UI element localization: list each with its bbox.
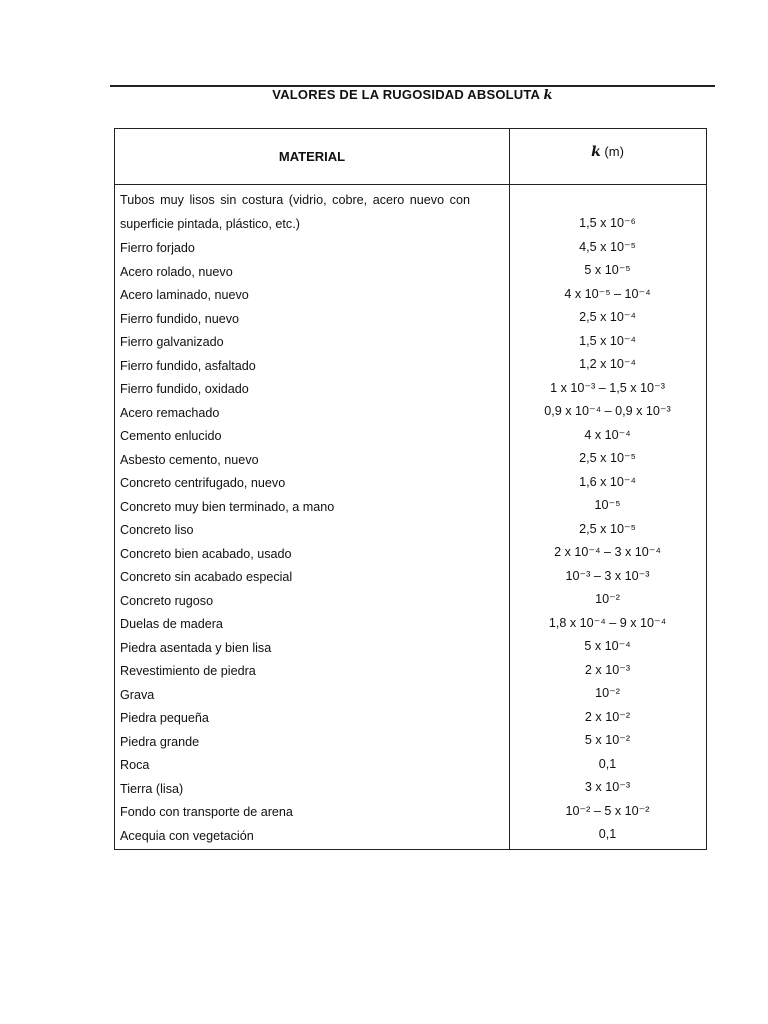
material-cell: Concreto rugoso [120, 593, 214, 608]
material-cell: Grava [120, 687, 155, 702]
roughness-value-cell: 4 x 10⁻⁵ – 10⁻⁴ [564, 286, 651, 301]
material-cell: Fierro galvanizado [120, 335, 224, 349]
roughness-value-cell: 1,5 x 10⁻⁴ [579, 333, 636, 348]
roughness-value-cell: 0,1 [598, 756, 617, 771]
roughness-value-cell: 1,8 x 10⁻⁴ – 9 x 10⁻⁴ [548, 615, 667, 630]
roughness-value-cell: 2,5 x 10⁻⁵ [579, 521, 636, 536]
material-cell: Roca [120, 758, 150, 772]
header-k-unit: (m) [600, 144, 624, 159]
document-title [110, 87, 715, 103]
material-cell: Fierro forjado [120, 241, 195, 255]
material-cell: Concreto sin acabado especial [120, 570, 293, 584]
material-cell: Revestimiento de piedra [120, 664, 256, 678]
table-row [115, 422, 706, 446]
material-cell: Acequia con vegetación [120, 828, 254, 843]
table-row [115, 587, 706, 611]
roughness-value-cell: 1,6 x 10⁻⁴ [579, 474, 636, 489]
table-row [115, 305, 706, 329]
table-row [115, 399, 706, 423]
header-material: MATERIAL [278, 149, 346, 164]
material-cell: Cemento enlucido [120, 429, 222, 443]
material-cell: Fondo con transporte de arena [120, 805, 293, 819]
material-cell: Acero rolado, nuevo [120, 264, 233, 279]
table-row [115, 822, 706, 846]
roughness-value-cell: 3 x 10⁻³ [584, 780, 631, 794]
roughness-value-cell: 5 x 10⁻⁴ [584, 639, 631, 653]
material-cell: Concreto centrifugado, nuevo [120, 476, 286, 490]
table-row [115, 751, 706, 775]
table-row [115, 563, 706, 587]
material-cell: Concreto bien acabado, usado [120, 546, 292, 561]
title-k-symbol: k [543, 88, 553, 103]
roughness-value-cell: 10⁻³ – 3 x 10⁻³ [565, 568, 650, 583]
table-row [115, 187, 706, 234]
material-cell: Fierro fundido, nuevo [120, 311, 240, 326]
material-cell: Concreto liso [120, 523, 194, 537]
table-row [115, 728, 706, 752]
roughness-value-cell: 4 x 10⁻⁴ [584, 427, 631, 442]
material-cell: Tierra (lisa) [120, 781, 184, 796]
roughness-value-cell: 5 x 10⁻⁵ [584, 263, 631, 277]
material-cell: Duelas de madera [120, 617, 223, 631]
roughness-value-cell: 4,5 x 10⁻⁵ [579, 239, 636, 254]
roughness-value-cell: 0,1 [598, 827, 617, 841]
roughness-value-cell: 2 x 10⁻³ [584, 662, 631, 677]
material-cell: Fierro fundido, asfaltado [120, 358, 256, 373]
roughness-value-cell: 2,5 x 10⁻⁵ [579, 451, 636, 465]
material-cell: Asbesto cemento, nuevo [120, 452, 259, 467]
material-cell: Concreto muy bien terminado, a mano [120, 499, 335, 514]
roughness-value-cell: 2,5 x 10⁻⁴ [579, 310, 636, 324]
material-cell: Tubos muy lisos sin costura (vidrio, cobre, acero nuevo con superficie pintada, plástico, etc.) [120, 193, 470, 231]
header-k-symbol: k [591, 144, 601, 160]
material-cell: Piedra asentada y bien lisa [120, 640, 272, 655]
table-row [115, 798, 706, 822]
roughness-value-cell: 1,2 x 10⁻⁴ [579, 357, 636, 371]
roughness-value-cell: 10⁻⁵ [594, 498, 621, 512]
material-cell: Acero remachado [120, 405, 220, 420]
table-row [115, 681, 706, 705]
header-divider [115, 184, 706, 185]
roughness-value-cell: 10⁻² – 5 x 10⁻² [565, 803, 650, 818]
material-cell: Fierro fundido, oxidado [120, 382, 249, 396]
table-row [115, 610, 706, 634]
table-row [115, 634, 706, 658]
material-cell: Acero laminado, nuevo [120, 288, 249, 302]
table-row [115, 704, 706, 728]
table-body [115, 187, 706, 845]
table-row [115, 469, 706, 493]
table-row [115, 540, 706, 564]
table-row [115, 775, 706, 799]
roughness-value-cell: 2 x 10⁻⁴ – 3 x 10⁻⁴ [554, 545, 661, 559]
table-row [115, 234, 706, 258]
table-row [115, 375, 706, 399]
roughness-value-cell: 5 x 10⁻² [584, 733, 631, 747]
roughness-value-cell: 10⁻² [595, 686, 620, 700]
header-k [509, 144, 706, 160]
roughness-value-cell: 10⁻² [595, 592, 620, 606]
roughness-value-cell: 1,5 x 10⁻⁶ [579, 216, 636, 230]
roughness-value-cell: 2 x 10⁻² [584, 709, 631, 724]
material-cell: Piedra grande [120, 734, 200, 749]
table-row [115, 446, 706, 470]
table-row [115, 516, 706, 540]
roughness-value-cell: 1 x 10⁻³ – 1,5 x 10⁻³ [550, 380, 665, 395]
table-row [115, 493, 706, 517]
material-cell: Piedra pequeña [120, 711, 209, 725]
roughness-table [114, 128, 707, 850]
table-row [115, 657, 706, 681]
roughness-value-cell: 0,9 x 10⁻⁴ – 0,9 x 10⁻³ [544, 404, 671, 418]
table-row [115, 258, 706, 282]
table-row [115, 352, 706, 376]
table-row [115, 328, 706, 352]
title-text: VALORES DE LA RUGOSIDAD ABSOLUTA [272, 87, 544, 102]
table-row [115, 281, 706, 305]
